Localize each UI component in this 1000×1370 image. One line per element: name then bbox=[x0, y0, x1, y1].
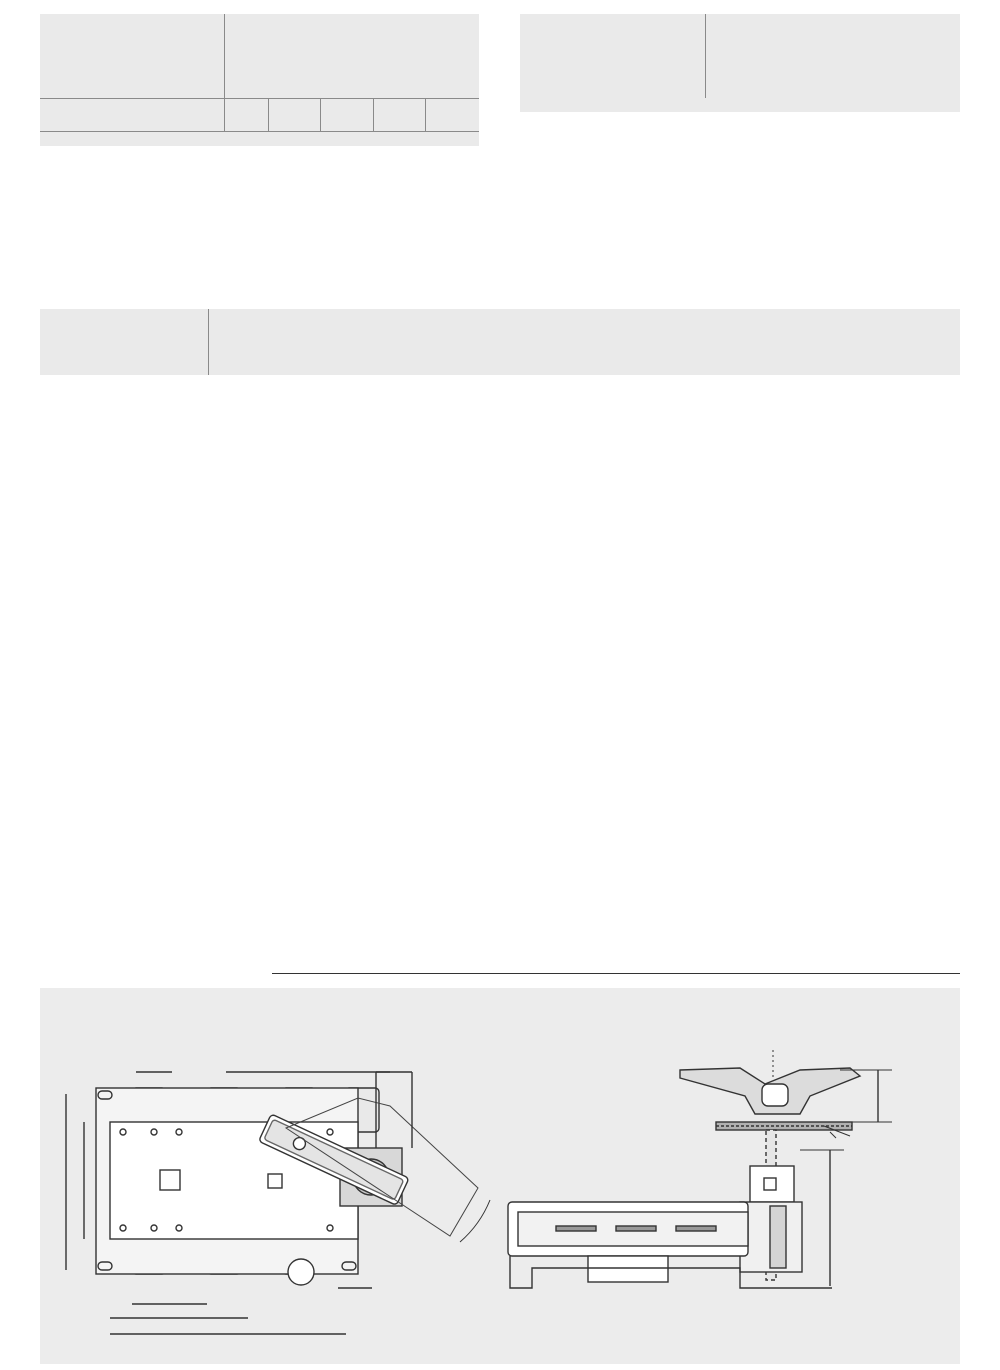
base-dimensions-table-left bbox=[40, 14, 479, 146]
technical-drawing bbox=[40, 988, 960, 1364]
header-outline-installation bbox=[208, 309, 960, 375]
header-spec bbox=[40, 309, 208, 375]
section-underline bbox=[272, 973, 960, 974]
base-dimensions-table-right bbox=[520, 14, 960, 112]
installation-drawing-panel bbox=[40, 988, 960, 1364]
header-spec bbox=[40, 14, 224, 99]
header-base-dimensions bbox=[224, 14, 479, 99]
header-spec bbox=[520, 14, 705, 98]
header-base-dimensions bbox=[705, 14, 960, 98]
column-header-z bbox=[320, 99, 373, 132]
section-heading bbox=[40, 938, 960, 978]
column-header-w bbox=[373, 99, 425, 132]
column-header-spec bbox=[40, 99, 224, 132]
column-header-m bbox=[268, 99, 320, 132]
side-view bbox=[508, 1050, 892, 1288]
column-header-row bbox=[40, 99, 479, 132]
outline-installation-dimensions-table bbox=[40, 309, 960, 375]
column-header-q bbox=[425, 99, 479, 132]
front-view bbox=[66, 1072, 490, 1334]
column-header-i bbox=[224, 99, 268, 132]
